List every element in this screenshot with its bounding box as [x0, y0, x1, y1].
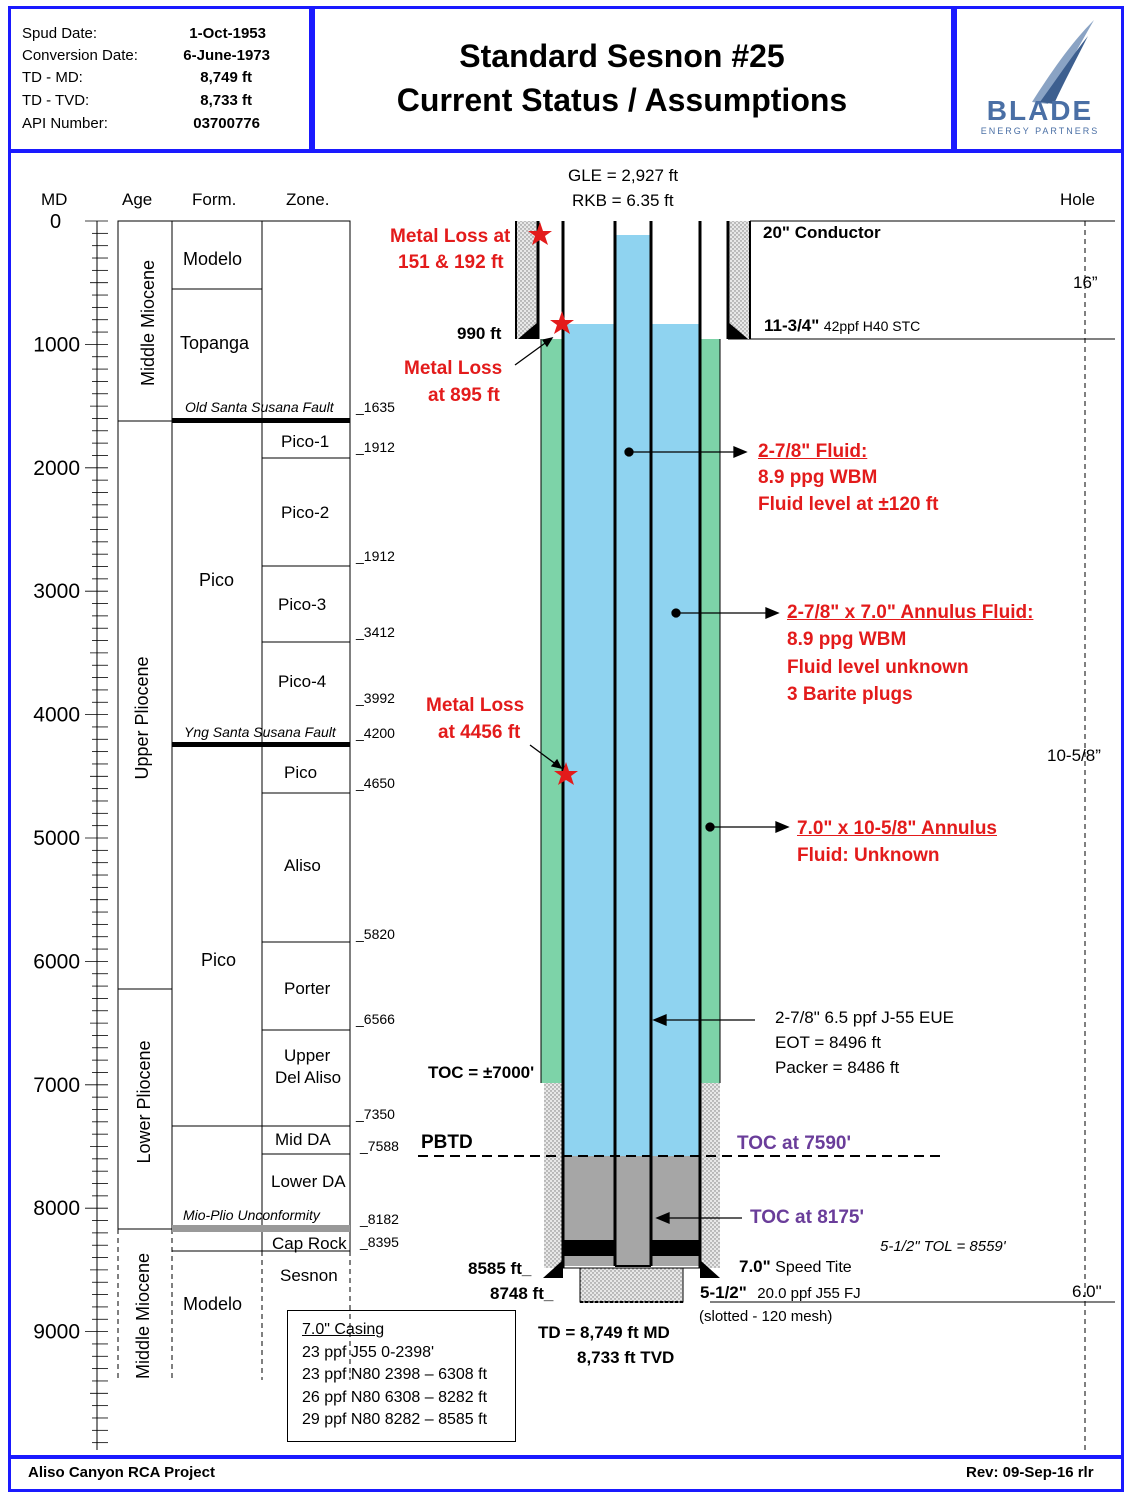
casing-spec-box	[287, 1310, 516, 1442]
formation-pico-upper: Pico	[199, 570, 235, 590]
conductor-label: 20" Conductor	[763, 223, 881, 242]
age-label-middle-miocene: Middle Miocene	[138, 259, 158, 387]
td-md-value: 8,749 ft	[200, 69, 252, 86]
surface-casing-size: 11-3/4"	[764, 316, 820, 335]
metal-loss-label-2b: at 895 ft	[428, 385, 500, 406]
packer	[563, 1240, 615, 1256]
old-santa-susana-fault-bar	[172, 418, 350, 423]
pbtd-label: PBTD	[421, 1132, 473, 1153]
casing-box-line: 23 ppf N80 2398 – 6308 ft	[302, 1366, 488, 1383]
page-title-line1: Standard Sesnon #25	[459, 38, 785, 74]
zone-porter: Porter	[284, 979, 331, 998]
tubing-eot: EOT = 8496 ft	[775, 1033, 882, 1052]
depth-990: 990 ft	[457, 324, 502, 343]
footer-revision: Rev: 09-Sep-16 rlr	[966, 1464, 1094, 1481]
zone-pico: Pico	[284, 763, 318, 782]
tubing-fluid-weight: 8.9 ppg WBM	[758, 467, 878, 488]
md-tick-label: 2000	[33, 456, 80, 480]
hole-size-6: 6.0"	[1072, 1282, 1102, 1301]
zone-pico-2: Pico-2	[281, 503, 330, 522]
md-zero-label: 0	[50, 211, 62, 233]
hole-size-10-5-8: 10-5/8”	[1047, 746, 1101, 765]
liner-note: (slotted - 120 mesh)	[699, 1308, 833, 1325]
zone-pico-1: Pico-1	[281, 432, 330, 451]
zone-depth: _8182	[360, 1211, 399, 1227]
metal-loss-label-2a: Metal Loss	[404, 358, 503, 379]
formation-topanga: Topanga	[180, 333, 250, 353]
mio-plio-unconformity: Mio-Plio Unconformity	[183, 1207, 320, 1223]
md-depth-axis	[33, 221, 108, 1450]
yng-santa-susana-fault-bar	[172, 742, 350, 747]
tubing-fluid-title: 2-7/8" Fluid:	[758, 441, 868, 462]
toc-7000: TOC = ±7000'	[428, 1063, 535, 1082]
zone-lower-da: Lower DA	[271, 1172, 346, 1191]
footer-project: Aliso Canyon RCA Project	[28, 1464, 215, 1481]
zone-pico-3: Pico-3	[278, 595, 327, 614]
formation-pico-lower: Pico	[201, 950, 237, 970]
md-tick-label: 9000	[33, 1320, 80, 1344]
zone-upper: Upper	[284, 1046, 331, 1065]
speed-tite-size: 7.0"	[739, 1257, 771, 1276]
gle-label: GLE = 2,927 ft	[568, 166, 679, 185]
spud-date-label: Spud Date:	[22, 25, 98, 42]
surface-casing-label	[764, 316, 920, 336]
toc-7590: TOC at 7590'	[737, 1133, 851, 1154]
tubing-fluid-level: Fluid level at ±120 ft	[758, 494, 939, 515]
md-tick-label: 7000	[33, 1073, 80, 1097]
zone-mid-da: Mid DA	[275, 1130, 331, 1149]
age-label-lower-pliocene: Lower Pliocene	[134, 1040, 154, 1164]
tubing-spec: 2-7/8" 6.5 ppf J-55 EUE	[775, 1008, 954, 1027]
liner-spec: 20.0 ppf J55 FJ	[757, 1285, 861, 1302]
zone-depth: _1635	[356, 399, 395, 415]
liner-label	[700, 1283, 861, 1303]
metal-loss-label-3a: Metal Loss	[426, 695, 525, 716]
metal-loss-label-3b: at 4456 ft	[438, 722, 521, 743]
mio-plio-unconformity-bar	[172, 1225, 350, 1232]
age-label-middle-miocene-lower: Middle Miocene	[133, 1252, 153, 1380]
zone-pico-4: Pico-4	[278, 672, 327, 691]
zone-del-aliso: Del Aliso	[275, 1068, 342, 1087]
logo-text: BLADE	[986, 95, 1094, 126]
api-number-label: API Number:	[22, 115, 108, 132]
api-number-value: 03700776	[193, 115, 260, 132]
form-column-header: Form.	[192, 190, 237, 209]
zone-depth: _4200	[356, 725, 395, 741]
logo-subtext: ENERGY PARTNERS	[980, 126, 1100, 136]
conversion-date-label: Conversion Date:	[22, 47, 138, 64]
zone-depth: _5820	[356, 926, 395, 942]
tubing-fluid	[615, 235, 651, 1214]
td-md-label: TD = 8,749 ft MD	[538, 1323, 670, 1342]
outer-annulus-fluid: Fluid: Unknown	[797, 845, 940, 866]
casing-box-line: 23 ppf J55 0-2398'	[302, 1343, 435, 1361]
spud-date-value: 1-Oct-1953	[189, 25, 266, 42]
zone-depth: _3412	[356, 624, 395, 640]
zone-depth: _4650	[356, 775, 395, 791]
zone-depth: _8395	[360, 1234, 399, 1250]
conversion-date-value: 6-June-1973	[183, 47, 270, 64]
age-column-header: Age	[122, 190, 153, 209]
zone-column-header: Zone.	[286, 190, 330, 209]
td-tvd-label: 8,733 ft TVD	[577, 1348, 675, 1367]
zone-depth: _1912	[356, 439, 395, 455]
metal-loss-label-1a: Metal Loss at	[390, 226, 511, 247]
liner-size: 5-1/2"	[700, 1283, 747, 1302]
liner-5-1-2	[580, 1268, 683, 1302]
annulus-cement-right	[700, 339, 720, 1083]
toc-8175: TOC at 8175'	[750, 1207, 864, 1228]
speed-tite-label	[739, 1257, 852, 1277]
depth-8585: 8585 ft_	[468, 1259, 532, 1278]
zone-depth: _7588	[360, 1138, 399, 1154]
annulus-fluid-level: Fluid level unknown	[787, 657, 969, 678]
age-label-upper-pliocene: Upper Pliocene	[132, 656, 152, 780]
tubing-packer: Packer = 8486 ft	[775, 1058, 900, 1077]
zone-depth: _1912	[356, 548, 395, 564]
md-tick-label: 6000	[33, 950, 80, 974]
hole-size-16: 16”	[1073, 273, 1098, 292]
formation-modelo: Modelo	[183, 249, 243, 269]
md-tick-label: 8000	[33, 1197, 80, 1221]
casing-box-line: 26 ppf N80 6308 – 8282 ft	[302, 1388, 488, 1406]
td-md-label: TD - MD:	[22, 69, 83, 86]
annulus-cement-left	[541, 339, 563, 1083]
zone-cap-rock: Cap Rock	[272, 1234, 347, 1253]
tol-label: 5-1/2" TOL = 8559'	[880, 1238, 1006, 1255]
md-column-header: MD	[41, 190, 68, 209]
zone-depth: _6566	[356, 1011, 395, 1027]
zone-aliso: Aliso	[284, 856, 321, 875]
casing-box-line: 29 ppf N80 8282 – 8585 ft	[302, 1411, 488, 1428]
zone-depth: _7350	[356, 1106, 395, 1122]
td-tvd-value: 8,733 ft	[200, 92, 252, 109]
formation-modelo-lower: Modelo	[183, 1294, 243, 1314]
annulus-fluid-title: 2-7/8" x 7.0" Annulus Fluid:	[787, 602, 1034, 623]
outer-annulus-title: 7.0" x 10-5/8" Annulus	[797, 818, 997, 839]
td-tvd-label: TD - TVD:	[22, 92, 90, 109]
md-tick-label: 1000	[33, 333, 80, 357]
metal-loss-label-1b: 151 & 192 ft	[398, 252, 504, 273]
casing-box-title: 7.0" Casing	[302, 1321, 385, 1338]
md-tick-label: 3000	[33, 580, 80, 604]
zone-depth: _3992	[356, 690, 395, 706]
annulus-barite-plugs: 3 Barite plugs	[787, 684, 913, 705]
md-tick-label: 4000	[33, 703, 80, 727]
depth-8748: 8748 ft_	[490, 1284, 554, 1303]
annulus-fluid-weight: 8.9 ppg WBM	[787, 629, 907, 650]
rkb-label: RKB = 6.35 ft	[572, 191, 674, 210]
md-tick-label: 5000	[33, 827, 80, 850]
fault-yng-santa-susana: Yng Santa Susana Fault	[184, 724, 336, 740]
zone-sesnon: Sesnon	[280, 1266, 338, 1285]
page-title-line2: Current Status / Assumptions	[396, 82, 848, 118]
hole-column-header: Hole	[1060, 190, 1095, 209]
speed-tite-name: Speed Tite	[775, 1259, 852, 1276]
fault-old-santa-susana: Old Santa Susana Fault	[185, 399, 334, 415]
surface-casing-spec: 42ppf H40 STC	[823, 318, 921, 334]
